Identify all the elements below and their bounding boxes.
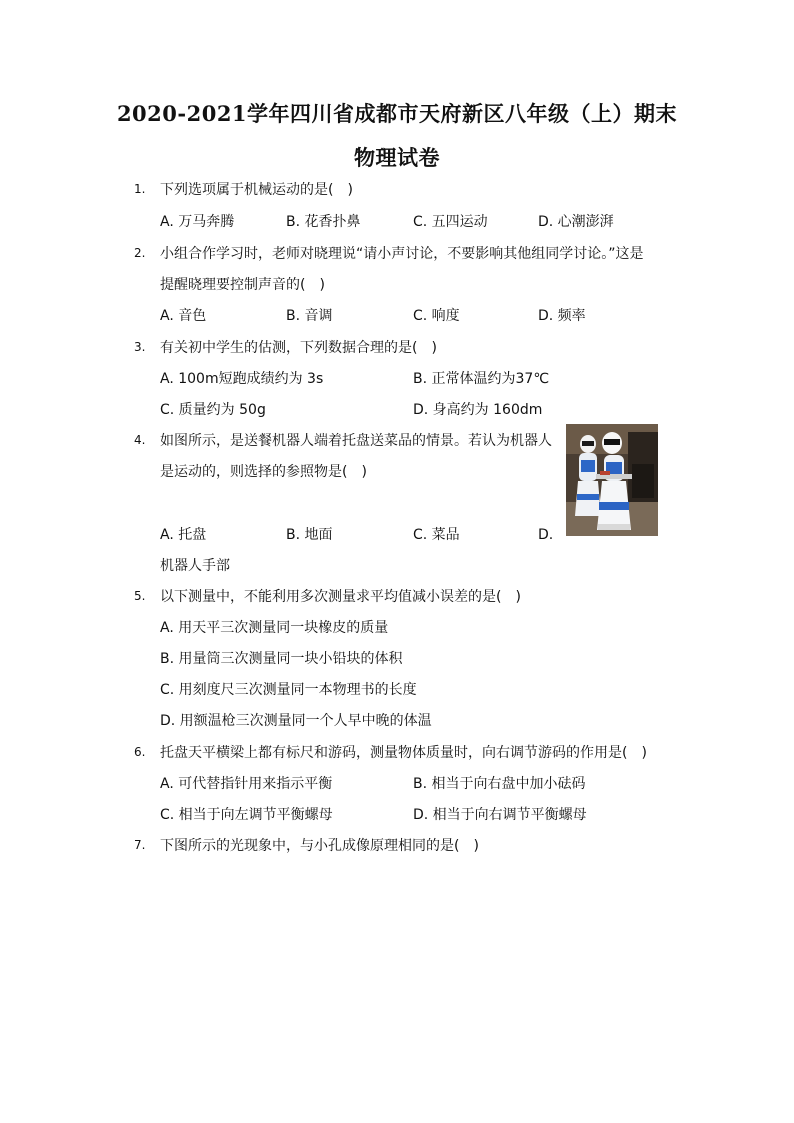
option-b: B. 花香扑鼻	[286, 214, 361, 230]
question-stem: 托盘天平横梁上都有标尺和游码，测量物体质量时，向右调节游码的作用是( )	[160, 745, 647, 761]
option-b: B. 地面	[286, 527, 333, 543]
option-d: D. 身高约为 160dm	[413, 402, 543, 418]
question-stem-cont: 提醒晓理要控制声音的( )	[160, 277, 325, 293]
option-c: C. 用刻度尺三次测量同一本物理书的长度	[160, 682, 417, 698]
option-d: D. 相当于向右调节平衡螺母	[413, 807, 587, 823]
option-c: C. 五四运动	[413, 214, 488, 230]
question-stem: 下列选项属于机械运动的是( )	[160, 182, 353, 198]
option-b: B. 相当于向右盘中加小砝码	[413, 776, 586, 792]
question-number: 2.	[134, 246, 146, 260]
question-stem: 有关初中学生的估测，下列数据合理的是( )	[160, 340, 437, 356]
question-number: 3.	[134, 340, 146, 354]
option-c: C. 菜品	[413, 527, 460, 543]
question-stem: 下图所示的光现象中，与小孔成像原理相同的是( )	[160, 838, 479, 854]
option-b: B. 音调	[286, 308, 333, 324]
option-c: C. 响度	[413, 308, 460, 324]
question-number: 4.	[134, 433, 146, 447]
question-number: 1.	[134, 182, 146, 196]
question-stem: 以下测量中，不能利用多次测量求平均值减小误差的是( )	[160, 589, 521, 605]
option-d: D. 频率	[538, 308, 586, 324]
question-stem-cont: 是运动的，则选择的参照物是( )	[160, 464, 367, 480]
question-number: 5.	[134, 589, 146, 603]
exam-title-line1: 2020-2021学年四川省成都市天府新区八年级（上）期末	[116, 101, 678, 126]
question-number: 6.	[134, 745, 146, 759]
option-d-continuation: 机器人手部	[160, 558, 230, 574]
option-a: A. 可代替指针用来指示平衡	[160, 776, 333, 792]
option-a: A. 100m短跑成绩约为 3s	[160, 371, 324, 387]
option-d: D. 用额温枪三次测量同一个人早中晚的体温	[160, 713, 432, 729]
option-b: B. 正常体温约为37℃	[413, 371, 550, 387]
question-stem: 小组合作学习时，老师对晓理说“请小声讨论，不要影响其他组同学讨论。”这是	[160, 246, 644, 262]
option-d: D.	[538, 527, 554, 543]
option-c: C. 相当于向左调节平衡螺母	[160, 807, 333, 823]
option-a: A. 用天平三次测量同一块橡皮的质量	[160, 620, 389, 636]
serving-robot-image	[566, 424, 658, 536]
option-a: A. 万马奔腾	[160, 214, 235, 230]
option-a: A. 托盘	[160, 527, 207, 543]
option-a: A. 音色	[160, 308, 207, 324]
option-b: B. 用量筒三次测量同一块小铅块的体积	[160, 651, 403, 667]
question-number: 7.	[134, 838, 146, 852]
question-stem: 如图所示，是送餐机器人端着托盘送菜品的情景。若认为机器人	[160, 433, 552, 449]
option-d: D. 心潮澎湃	[538, 214, 614, 230]
exam-title-line2: 物理试卷	[354, 145, 440, 170]
option-c: C. 质量约为 50g	[160, 402, 266, 418]
